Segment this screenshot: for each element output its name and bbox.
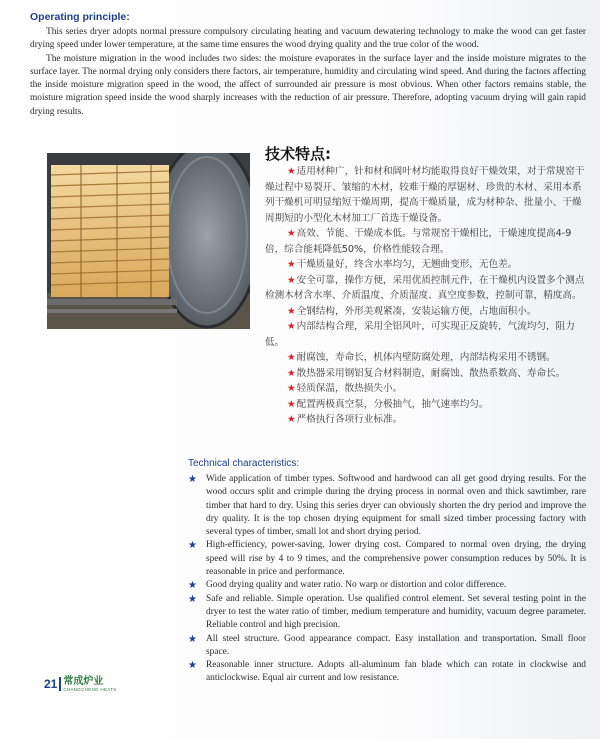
- star-icon: ★: [287, 414, 296, 425]
- cn-feature-item: [265, 257, 587, 273]
- tech-item: [188, 579, 586, 592]
- tech-item-text: Reasonable inner structure. Adopts all-aluminum fan blade which can rotate in clockwise and anticlockwise. Equal air current and low resistance.: [206, 660, 586, 684]
- brand-name-cn: 常成炉业: [63, 676, 104, 687]
- cn-feature-text: 严格执行各项行业标准。: [296, 414, 403, 425]
- footer-divider: [59, 677, 61, 691]
- cn-feature-item: [265, 381, 587, 397]
- tech-item-text: Safe and reliable. Simple operation. Use qualified control element. Set several testing point in the dryer to test the water ratio of timber, medium temperature and humidity, vacuum degree parameter. Reliable control and high precision.: [206, 593, 586, 631]
- cn-feature-text: 耐腐蚀，寿命长，机体内壁防腐处理，内部结构采用不锈钢。: [296, 352, 556, 363]
- cn-feature-item: [265, 226, 587, 257]
- tech-item: [188, 659, 586, 686]
- cn-feature-item: [265, 412, 587, 428]
- star-icon: ★: [188, 660, 197, 672]
- star-icon: ★: [188, 593, 197, 605]
- tech-item: [188, 473, 586, 539]
- star-icon: ★: [287, 259, 296, 270]
- technical-characteristics-heading: Technical characteristics:: [188, 458, 300, 469]
- brand-logo: [63, 676, 116, 692]
- tech-item: [188, 593, 586, 633]
- tech-item: [188, 633, 586, 660]
- tech-item: [188, 539, 586, 579]
- star-icon: ★: [287, 305, 296, 317]
- intro-paragraph-1: This series dryer adopts normal pressure compulsory circulating heating and vacuum dewatering technology to make the wood can get faster drying speed under lower temperature, at the same time ensures the wood drying quality and the true color of the wood.: [30, 27, 586, 51]
- cn-features-list: [265, 164, 587, 428]
- star-icon: ★: [287, 228, 296, 239]
- cn-feature-item: [265, 366, 587, 382]
- tech-item-text: Good drying quality and water ratio. No warp or distortion and color difference.: [206, 580, 507, 591]
- cn-feature-text: 适用材种广，针和材和阔叶材均能取得良好干燥效果，对于常规窑干燥过程中易裂开、皱缩的木材，较难干燥的厚锯材、珍贵的木材、采用本系列干燥机可明显缩短干燥周期，提高干燥质量，成为材种杂、批量小、干燥周期短的小型化木材加工厂首选干燥设备。: [265, 166, 585, 224]
- vacuum-dryer-photo: [47, 153, 250, 329]
- cn-feature-text: 高效、节能、干燥成本低。与常规窑干燥相比，干燥速度提高4-9倍，综合能耗降低50%，价格性能较合理。: [265, 228, 572, 255]
- cn-feature-text: 安全可靠，操作方便，采用优质控制元件，在干燥机内设置多个测点检测木材含水率、介质温度、介质湿度、真空度参数，控制可靠，精度高。: [265, 274, 585, 301]
- cn-feature-item: [265, 164, 587, 226]
- cn-feature-item: [265, 319, 587, 350]
- cn-features-title: 技术特点:: [265, 145, 331, 163]
- cn-feature-text: 全钢结构，外形美观紧凑，安装运输方便，占地面积小。: [296, 305, 537, 317]
- tech-item-text: All steel structure. Good appearance compact. Easy installation and transportation. Small floor space.: [206, 633, 586, 657]
- star-icon: ★: [287, 321, 296, 332]
- cn-feature-item: [265, 273, 587, 304]
- cn-feature-text: 干燥质量好，终含水率均匀，无翘曲变形，无色差。: [296, 259, 518, 270]
- star-icon: ★: [188, 633, 197, 645]
- star-icon: ★: [287, 166, 296, 177]
- star-icon: ★: [188, 540, 197, 552]
- star-icon: ★: [188, 580, 197, 592]
- lumber-stack: [51, 165, 169, 297]
- technical-characteristics-list: [188, 473, 586, 686]
- cn-feature-item: [265, 397, 587, 413]
- cn-feature-item: [265, 304, 587, 320]
- cn-feature-text: 内部结构合理，采用全铝风叶，可实现正反旋转，气流均匀，阻力低。: [265, 321, 575, 348]
- star-icon: ★: [287, 352, 296, 363]
- cn-feature-text: 散热器采用钢铝复合材料制造，耐腐蚀、散热系数高、寿命长。: [296, 367, 566, 379]
- brand-name-en: CHANGCHENG HEATS: [63, 687, 117, 692]
- star-icon: ★: [287, 367, 296, 379]
- page-number: 21: [44, 677, 58, 691]
- tech-item-text: Wide application of timber types. Softwood and hardwood can all get good drying results. For the wood occurs split and crimple during the drying process in normal oven and thick sawtimber, rare timber that hard to dry. Using this series dryer can obviously shorten the dry period and improve the dry quality. It is the top chosen drying equipment for small sized timber processing factory with several types of timber, small lot and short drying period.: [206, 474, 586, 538]
- intro-paragraph-2: The moisture migration in the wood includes two sides: the moisture evaporates in the surface layer and the inside moisture migrates to the surface layer. The normal drying only considers there factors, air temperature, humidity and circulating wind speed. And during the factors affecting the inside moisture migration speed in the wood, the affect of surrounded air pressure is most obvious. When other factors remains stable, the moisture migration speed inside the wood sharply increases with the reduction of air pressure. Therefore, adopting vacuum drying will gain rapid drying results.: [30, 54, 586, 117]
- page-footer: [44, 676, 117, 692]
- star-icon: ★: [287, 398, 296, 410]
- operating-principle-heading: Operating principle:: [30, 11, 130, 23]
- cn-feature-text: 轻质保温，散热损失小。: [296, 383, 403, 394]
- star-icon: ★: [287, 383, 296, 394]
- star-icon: ★: [188, 474, 197, 485]
- tech-item-text: High-efficiency, power-saving, lower drying cost. Compared to normal oven drying, the drying speed will rise by 4 to 9 times, and the comprehensive power consumption reduces by 50%. It is reasonable in price and performance.: [206, 540, 586, 578]
- cn-feature-item: [265, 350, 587, 366]
- star-icon: ★: [287, 274, 296, 286]
- intro-text: [30, 26, 586, 120]
- dryer-photo-illustration: [47, 153, 250, 329]
- cn-feature-text: 配置两极真空泵，分极抽气，抽气速率均匀。: [296, 398, 489, 410]
